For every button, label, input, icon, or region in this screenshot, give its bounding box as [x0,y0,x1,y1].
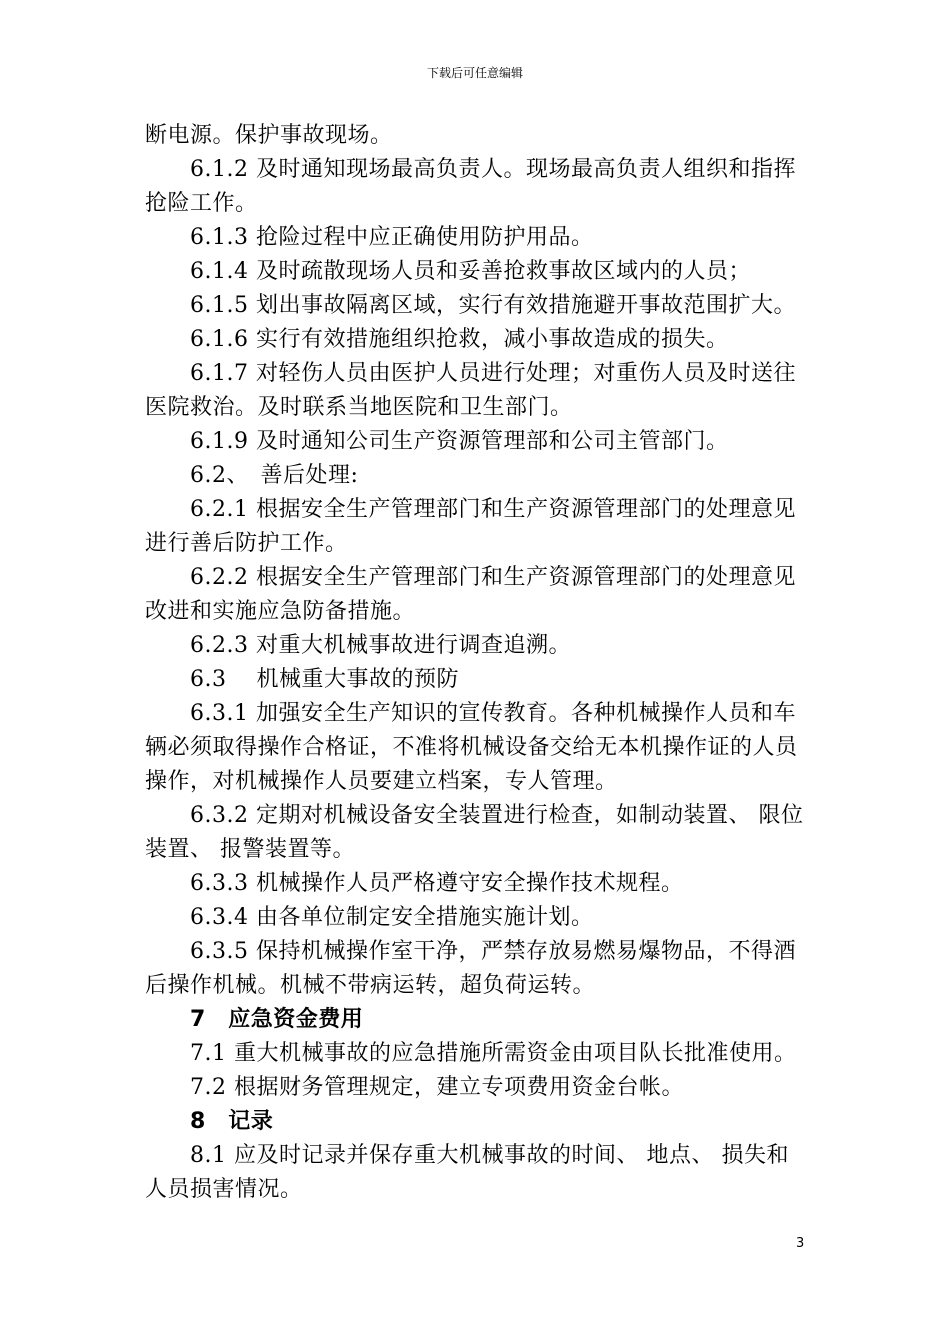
section-heading: 7 应急资金费用 [190,1007,364,1032]
page-number: 3 [796,1236,805,1251]
paragraph: 6.2.1 根据安全生产管理部门和生产资源管理部门的处理意见进行善后防护工作。 [145,497,796,556]
paragraph: 7.1 重大机械事故的应急措施所需资金由项目队长批准使用。 [190,1041,797,1066]
paragraph: 6.2、 善后处理: [190,463,359,488]
paragraph: 7.2 根据财务管理规定，建立专项费用资金台帐。 [190,1075,684,1100]
paragraph: 6.1.3 抢险过程中应正确使用防护用品。 [190,225,594,250]
section-heading: 8 记录 [190,1109,274,1134]
paragraph: 6.2.2 根据安全生产管理部门和生产资源管理部门的处理意见改进和实施应急防备措施。 [145,565,796,624]
paragraph: 6.2.3 对重大机械事故进行调查追溯。 [190,633,571,658]
paragraph: 6.1.2 及时通知现场最高负责人。现场最高负责人组织和指挥抢险工作。 [145,157,796,216]
paragraph: 6.1.4 及时疏散现场人员和妥善抢救事故区域内的人员； [190,259,751,284]
paragraph: 8.1 应及时记录并保存重大机械事故的时间、 地点、 损失和人员损害情况。 [145,1143,789,1202]
paragraph: 6.3.4 由各单位制定安全措施实施计划。 [190,905,594,930]
paragraph: 6.1.5 划出事故隔离区域，实行有效措施避开事故范围扩大。 [190,293,796,318]
paragraph: 断电源。保护事故现场。 [145,123,393,148]
paragraph: 6.1.9 及时通知公司生产资源管理部和公司主管部门。 [190,429,729,454]
paragraph: 6.1.7 对轻伤人员由医护人员进行处理；对重伤人员及时送往医院救治。及时联系当地医院和卫生部门。 [145,361,796,420]
paragraph: 6.3.5 保持机械操作室干净，严禁存放易燃易爆物品，不得酒后操作机械。机械不带病运转，超负荷运转。 [145,939,796,998]
paragraph: 6.3.1 加强安全生产知识的宣传教育。各种机械操作人员和车辆必须取得操作合格证，不准将机械设备交给无本机操作证的人员操作，对机械操作人员要建立档案，专人管理。 [145,701,798,794]
paragraph: 6.3.2 定期对机械设备安全装置进行检查，如制动装置、 限位装置、 报警装置等。 [145,803,804,862]
page-header: 下载后可任意编辑 [426,66,523,80]
paragraph: 6.1.6 实行有效措施组织抢救，减小事故造成的损失。 [190,327,729,352]
document-body [145,119,810,1207]
paragraph: 6.3.3 机械操作人员严格遵守安全操作技术规程。 [190,871,684,896]
paragraph: 6.3 机械重大事故的预防 [190,667,459,692]
